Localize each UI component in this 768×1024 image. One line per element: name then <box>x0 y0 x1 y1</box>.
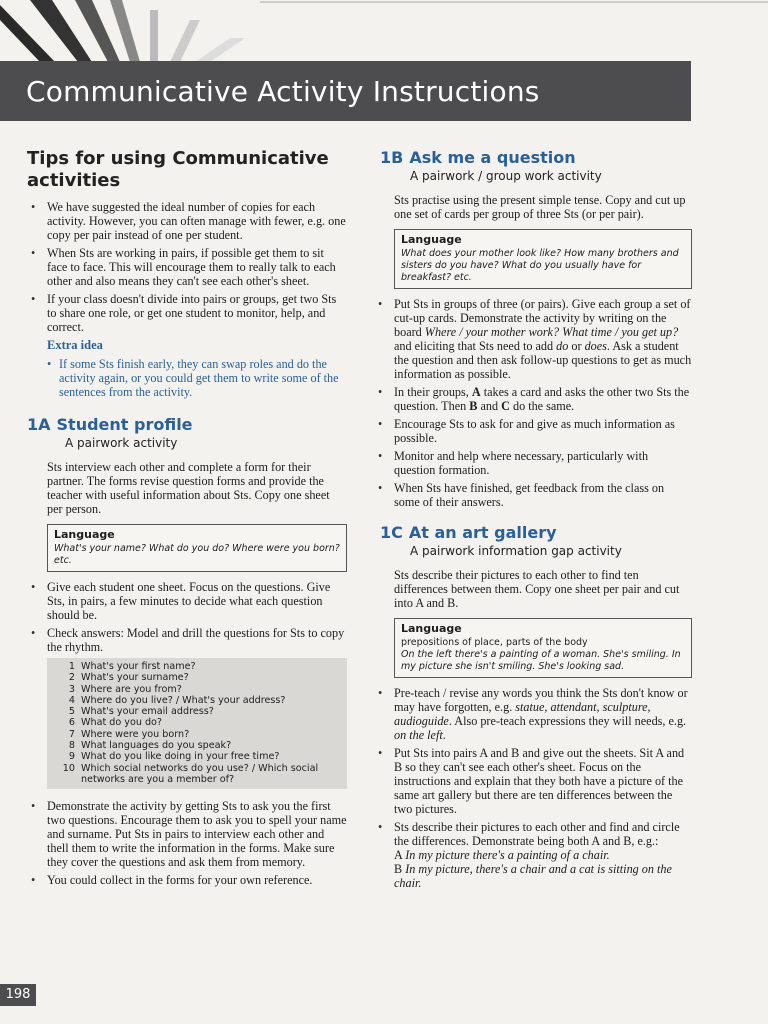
extra-idea-text: • If some Sts finish early, they can swap roles and do the activity again, or you could get them to write some of the sentences from the activity. <box>47 357 347 399</box>
section-subtitle: A pairwork information gap activity <box>410 544 622 558</box>
question-text: What do you do? <box>81 717 162 729</box>
question-text: Where do you live? / What's your address? <box>81 694 286 706</box>
page-number: 198 <box>0 984 36 1006</box>
list-item: • When Sts have finished, get feedback from the class on some of their answers. <box>374 481 692 509</box>
list-item: • Monitor and help where necessary, particularly with question formation. <box>374 449 692 477</box>
language-box-title: Language <box>401 233 462 246</box>
steps-list <box>374 686 692 890</box>
section-subtitle: A pairwork / group work activity <box>410 169 602 183</box>
section-intro: Sts describe their pictures to each other to find ten differences between them. Copy one sheet per pair and cut into A and B. <box>394 568 680 610</box>
question-item <box>55 695 339 706</box>
question-item <box>55 729 339 740</box>
extra-idea-title: Extra idea <box>47 338 103 352</box>
language-box-title: Language <box>401 622 462 635</box>
language-box <box>394 618 692 678</box>
section-title: Ask me a question <box>409 148 576 167</box>
language-box-example: On the left there's a painting of a woman. She's smiling. In my picture she isn't smiling. She's looking sad. <box>401 649 681 672</box>
question-text: What's your email address? <box>81 706 214 718</box>
section-number: 1B <box>380 148 404 167</box>
list-item: • Check answers: Model and drill the questions for Sts to copy the rhythm. <box>27 626 347 654</box>
question-number: 6 <box>68 717 75 729</box>
tips-list <box>27 200 347 334</box>
questions-box <box>47 658 347 789</box>
steps-list <box>27 799 347 887</box>
section-subtitle: A pairwork activity <box>65 436 178 450</box>
question-text: Which social networks do you use? / Which social networks are you a member of? <box>81 762 319 785</box>
question-item <box>55 661 339 672</box>
list-item: • Sts describe their pictures to each other and find and circle the differences. Demonstrate being both A and B, e.g.: A In my picture there's a painting of a chair. B In my picture, there's a chair and a cat is sitting on the chair. <box>374 820 692 890</box>
question-item <box>55 717 339 728</box>
list-item: • Demonstrate the activity by getting Sts to ask you the first two questions. Encourage them to ask you to spell your name and surname. Put Sts in pairs to interview each other and thell them to write the information in the forms. Make sure they cover the questions and ask them from memory. <box>27 799 347 869</box>
right-column <box>380 148 692 894</box>
question-text: Where were you born? <box>81 728 190 740</box>
list-item: • Put Sts in groups of three (or pairs). Give each group a set of cut-up cards. Demonstrate the activity by writing on the board Where / your mother work? What time / you get up? and eliciting that Sts need to add do or does. Ask a student the question and then ask follow-up questions to get as much information as possible. <box>374 297 692 381</box>
question-number: 7 <box>68 728 75 740</box>
list-item: • If your class doesn't divide into pairs or groups, get two Sts to share one role, or get one student to monitor, help, and correct. <box>27 292 347 334</box>
list-item: • Give each student one sheet. Focus on the questions. Give Sts, in pairs, a few minutes to decide what each question should be. <box>27 580 347 622</box>
question-number: 2 <box>68 672 75 684</box>
question-text: What do you like doing in your free time? <box>81 751 280 763</box>
question-number: 8 <box>68 740 75 752</box>
section-title: At an art gallery <box>408 523 557 542</box>
language-box-title: Language <box>54 528 115 541</box>
section-heading-1b <box>380 148 692 167</box>
question-text: Where are you from? <box>81 683 182 695</box>
language-box-text: What does your mother look like? How many brothers and sisters do you have? What do you usually have for breakfast? etc. <box>401 248 679 283</box>
question-number: 3 <box>68 683 75 695</box>
header-bar <box>0 61 691 121</box>
list-item: • In their groups, A takes a card and asks the other two Sts the question. Then B and C do the same. <box>374 385 692 413</box>
section-heading-1c <box>380 523 692 542</box>
question-number: 10 <box>62 762 75 774</box>
section-number: 1C <box>380 523 403 542</box>
list-item: • Encourage Sts to ask for and give as much information as possible. <box>374 417 692 445</box>
section-title: Student profile <box>56 415 193 434</box>
question-text: What languages do you speak? <box>81 740 232 752</box>
left-column <box>27 148 347 891</box>
question-text: What's your first name? <box>81 661 196 672</box>
steps-list <box>374 297 692 509</box>
steps-list <box>27 580 347 654</box>
section-intro: Sts practise using the present simple tense. Copy and cut up one set of cards per group of three Sts (or per pair). <box>394 193 686 221</box>
list-item: • We have suggested the ideal number of copies for each activity. However, you can often manage with fewer, e.g. one copy per pair instead of one per student. <box>27 200 347 242</box>
question-number: 5 <box>68 706 75 718</box>
question-item <box>55 706 339 717</box>
list-item: • When Sts are working in pairs, if possible get them to sit face to face. This will encourage them to really talk to each other and also means they can't see each other's sheet. <box>27 246 347 288</box>
list-item: • You could collect in the forms for your own reference. <box>27 873 347 887</box>
section-intro: Sts interview each other and complete a form for their partner. The forms revise question forms and provide the teacher with useful information about Sts. Copy one sheet per person. <box>47 460 330 516</box>
language-box <box>394 229 692 289</box>
language-box-text: What's your name? What do you do? Where were you born? etc. <box>54 543 340 566</box>
extra-idea <box>47 338 347 399</box>
question-item <box>55 763 339 786</box>
question-item <box>55 740 339 751</box>
question-text: What's your surname? <box>81 672 189 684</box>
tips-title: Tips for using Communicative activities <box>27 148 329 191</box>
question-number: 1 <box>68 661 75 672</box>
list-item: • Pre-teach / revise any words you think the Sts don't know or may have forgotten, e.g. statue, attendant, sculpture, audioguide. Also pre-teach expressions they will needs, e.g. on the left. <box>374 686 692 742</box>
language-box <box>47 524 347 572</box>
question-number: 4 <box>68 694 75 706</box>
question-number: 9 <box>68 751 75 763</box>
section-heading-1a <box>27 415 347 434</box>
page-title: Communicative Activity Instructions <box>26 75 540 108</box>
question-item <box>55 751 339 762</box>
list-item: • Put Sts into pairs A and B and give out the sheets. Sit A and B so they can't see each other's sheet. Focus on the instructions and explain that they both have a picture of the same art gallery but there are ten differences between the two pictures. <box>374 746 692 816</box>
language-box-text: prepositions of place, parts of the body <box>401 637 588 648</box>
header-rays-graphic <box>0 0 768 62</box>
question-item <box>55 672 339 683</box>
question-item <box>55 684 339 695</box>
section-number: 1A <box>27 415 51 434</box>
